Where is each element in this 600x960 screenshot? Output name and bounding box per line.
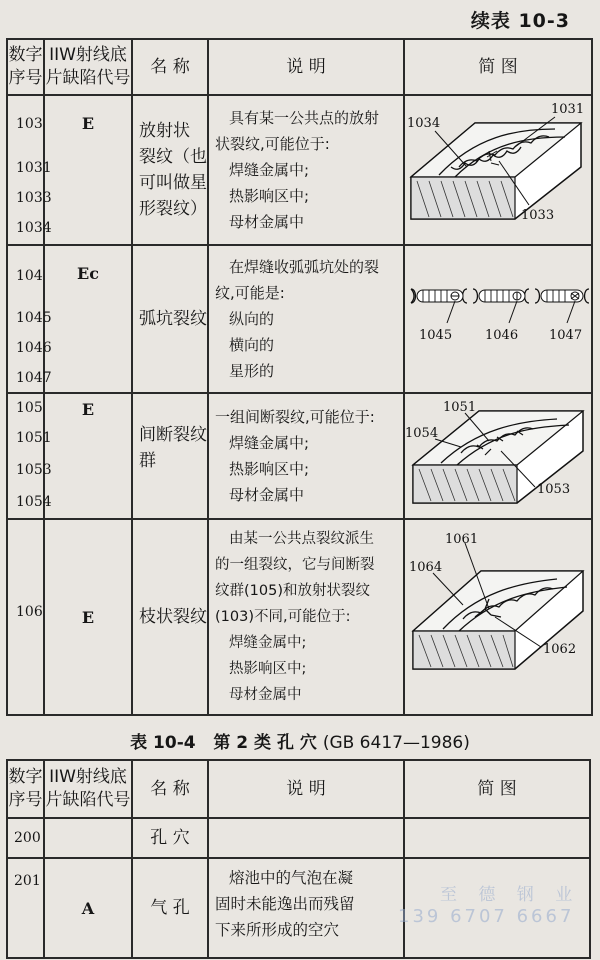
table-header-row <box>7 39 592 95</box>
figure-crater-crack <box>404 245 592 393</box>
table-row <box>7 818 590 858</box>
table-10-3 <box>6 38 593 716</box>
defect-name: 放射状 裂纹（也 可叫做星 形裂纹） <box>132 95 208 245</box>
defect-code: E <box>44 95 132 245</box>
header-desc: 说 明 <box>208 760 404 818</box>
defect-description: 一组间断裂纹,可能位于: 焊缝金属中; 热影响区中; 母材金属中 <box>208 393 404 519</box>
table-row <box>7 519 592 715</box>
svg-text:1051: 1051 <box>443 400 477 415</box>
header-name: 名 称 <box>132 760 208 818</box>
row-numbers: 106 <box>7 519 44 715</box>
figure-radiating-crack <box>404 95 592 245</box>
header-no: 数字 序号 <box>7 39 44 95</box>
header-desc: 说 明 <box>208 39 404 95</box>
row-numbers: 104 1045 1046 1047 <box>7 245 44 393</box>
defect-description: 熔池中的气泡在凝 固时未能逸出而残留 下来所形成的空穴 <box>208 858 404 958</box>
row-numbers: 103 1031 1033 1034 <box>7 95 44 245</box>
defect-code <box>44 818 132 858</box>
defect-code: A <box>44 858 132 958</box>
defect-code: Ec <box>44 245 132 393</box>
row-numbers: 105 1051 1053 1054 <box>7 393 44 519</box>
header-fig: 简 图 <box>404 39 592 95</box>
table-header-row <box>7 760 590 818</box>
defect-code: E <box>44 519 132 715</box>
header-code: IIW射线底 片缺陷代号 <box>44 39 132 95</box>
svg-text:1064: 1064 <box>409 560 443 575</box>
table-row <box>7 393 592 519</box>
defect-name: 气 孔 <box>132 858 208 958</box>
svg-text:1045: 1045 <box>419 328 453 343</box>
svg-text:1034: 1034 <box>407 116 441 131</box>
defect-description: 在焊缝收弧弧坑处的裂 纹,可能是: 纵向的 横向的 星形的 <box>208 245 404 393</box>
header-name: 名 称 <box>132 39 208 95</box>
svg-text:1033: 1033 <box>521 208 555 223</box>
table-10-4 <box>6 759 591 959</box>
row-number: 201 <box>7 858 44 958</box>
svg-text:1053: 1053 <box>537 482 571 497</box>
header-code: IIW射线底 片缺陷代号 <box>44 760 132 818</box>
figure-intermittent-cracks <box>404 393 592 519</box>
header-no: 数字 序号 <box>7 760 44 818</box>
svg-text:1046: 1046 <box>485 328 519 343</box>
row-number: 200 <box>7 818 44 858</box>
svg-text:1047: 1047 <box>549 328 583 343</box>
header-fig: 简 图 <box>404 760 590 818</box>
watermark-phone: 139 6707 6667 <box>398 906 575 927</box>
svg-text:1062: 1062 <box>543 642 577 657</box>
watermark-company: 至 德 钢 业 <box>440 885 581 905</box>
svg-text:1061: 1061 <box>445 532 479 547</box>
defect-name: 弧坑裂纹 <box>132 245 208 393</box>
defect-name: 枝状裂纹 <box>132 519 208 715</box>
defect-code: E <box>44 393 132 519</box>
svg-text:1054: 1054 <box>405 426 439 441</box>
defect-name: 孔 穴 <box>132 818 208 858</box>
svg-text:1031: 1031 <box>551 102 585 117</box>
table-caption: 表 10-4 第 2 类 孔 穴 (GB 6417—1986) <box>130 733 470 753</box>
table-row <box>7 95 592 245</box>
defect-description <box>208 818 404 858</box>
table-row <box>7 245 592 393</box>
continued-label: 续表 10-3 <box>470 10 570 32</box>
figure-branching-crack <box>404 519 592 715</box>
figure-cell <box>404 818 590 858</box>
defect-description: 具有某一公共点的放射 状裂纹,可能位于: 焊缝金属中; 热影响区中; 母材金属中 <box>208 95 404 245</box>
defect-description: 由某一公共点裂纹派生 的一组裂纹，它与间断裂 纹群(105)和放射状裂纹 (103)不同,可能位于: 焊缝金属中; 热影响区中; 母材金属中 <box>208 519 404 715</box>
defect-name: 间断裂纹 群 <box>132 393 208 519</box>
